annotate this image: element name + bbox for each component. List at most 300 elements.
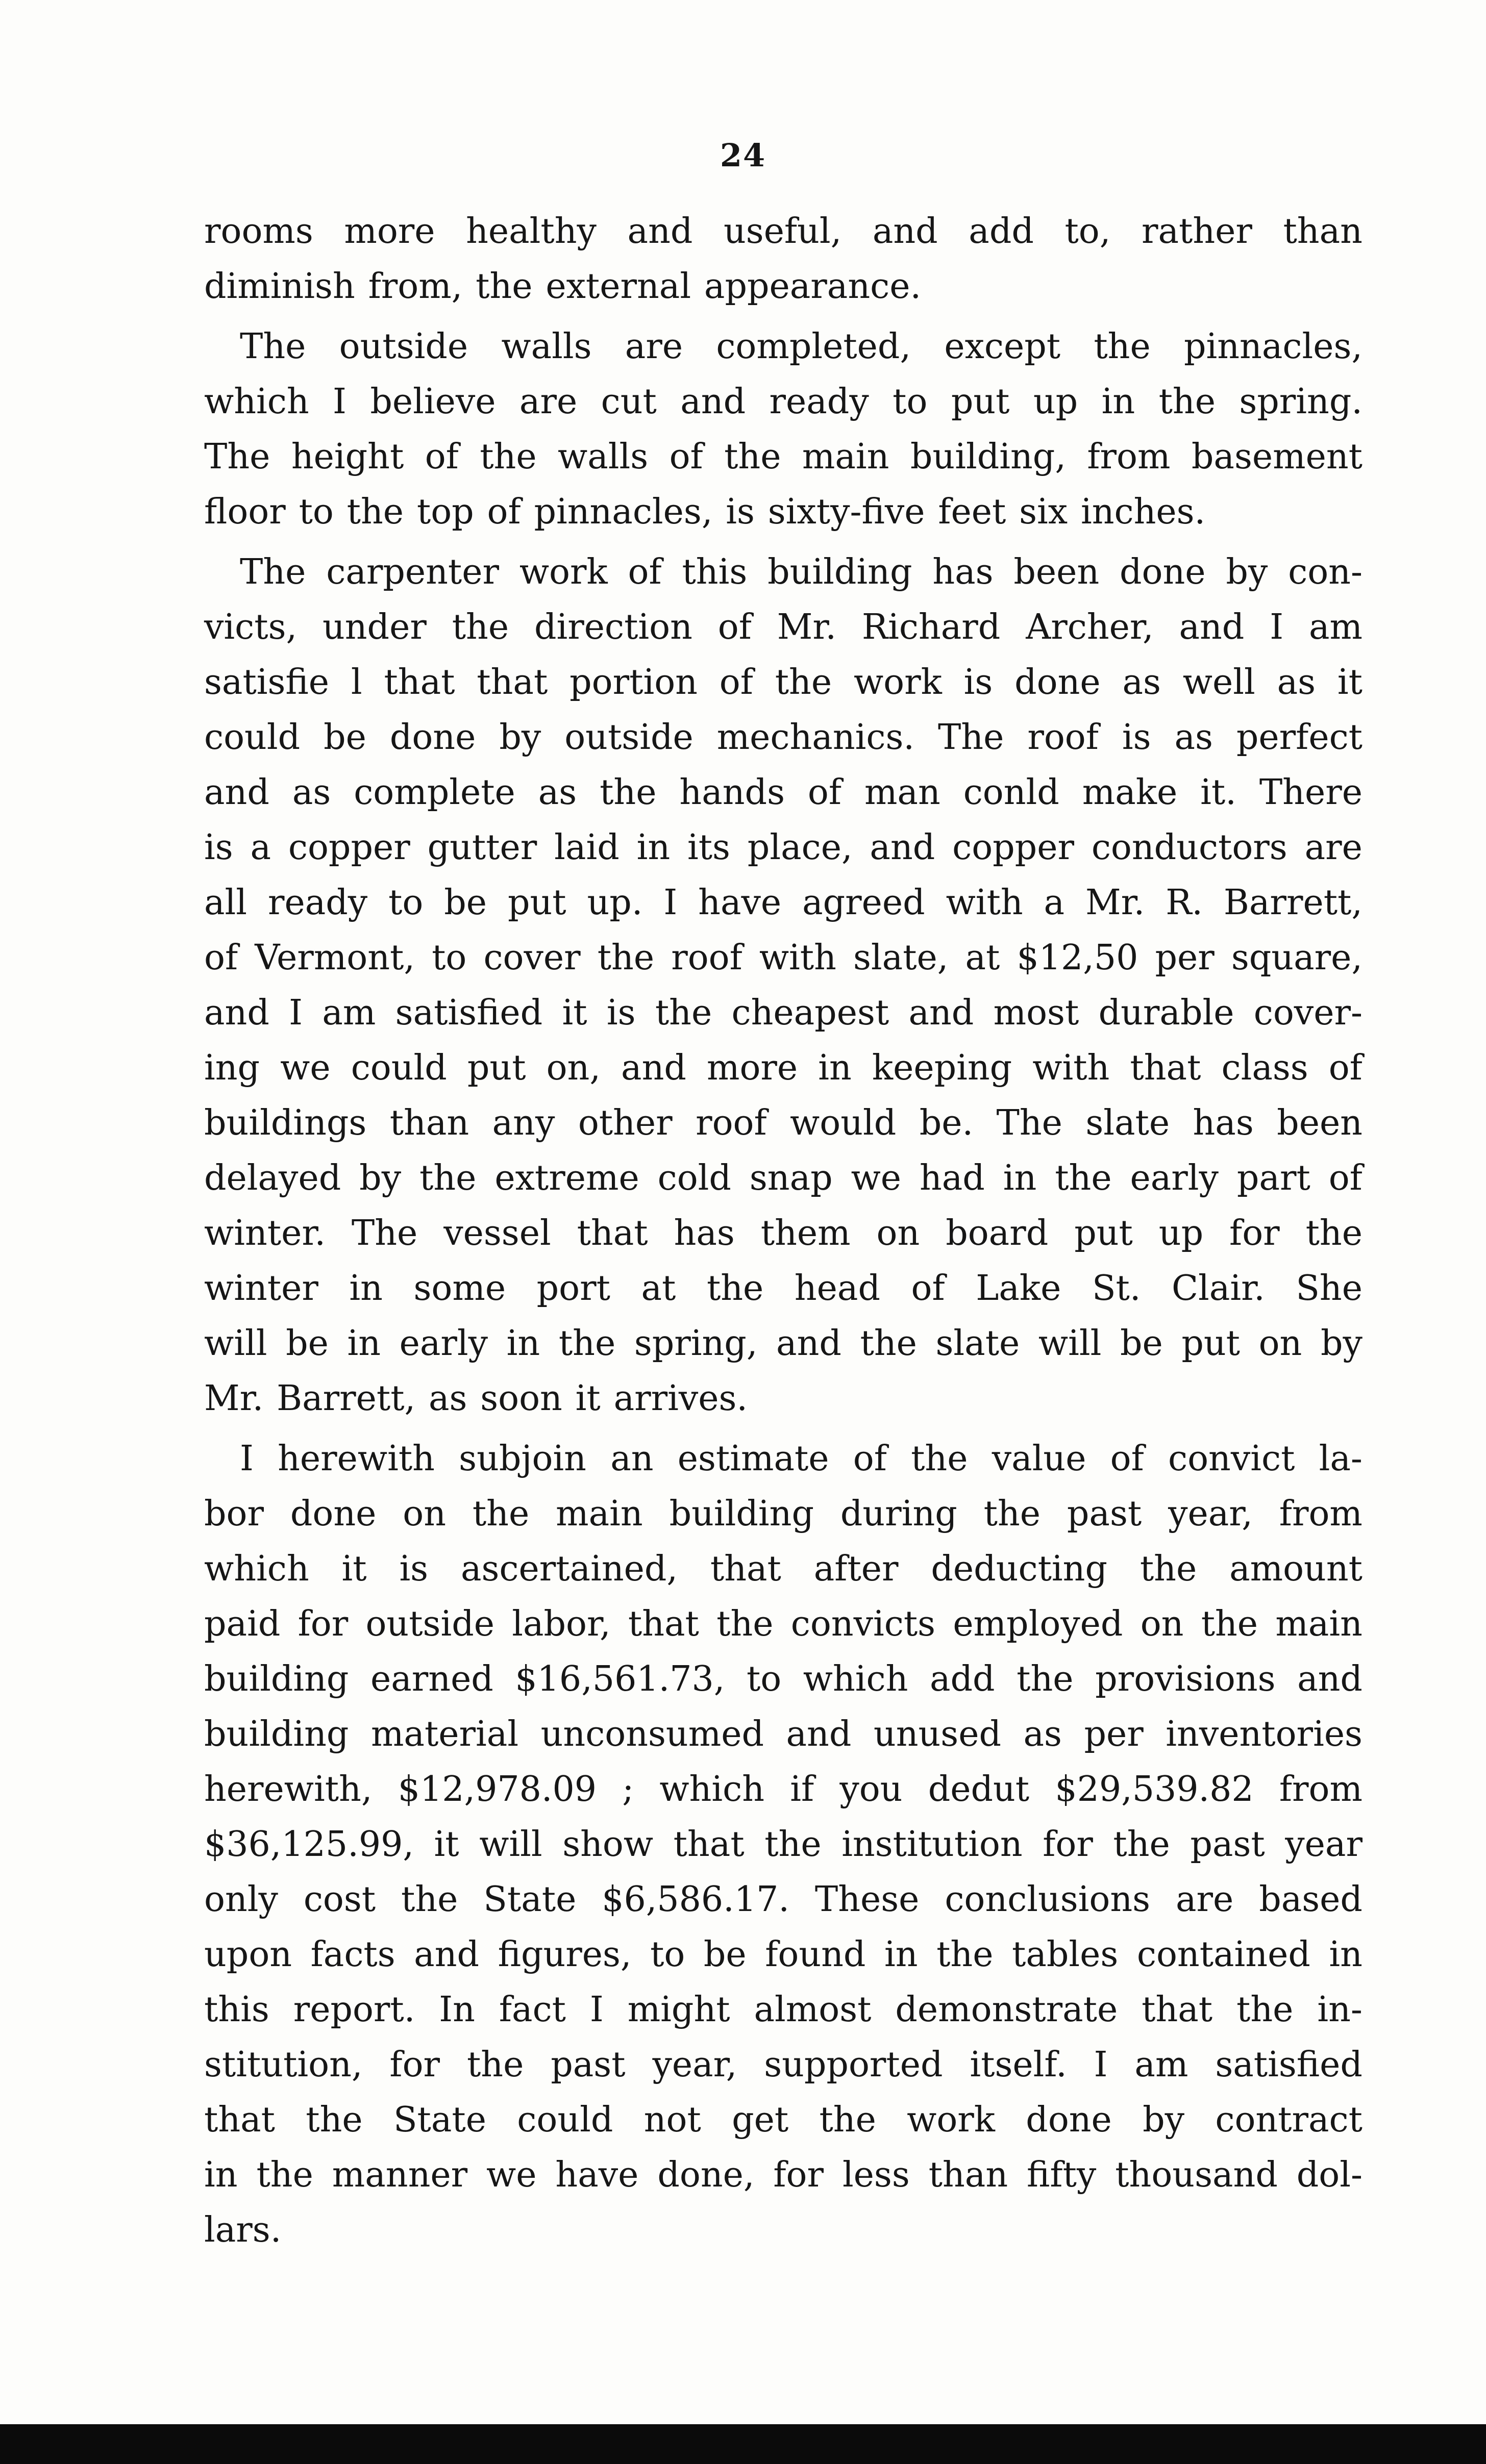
text-line [204,1261,1363,1316]
word: more [344,211,435,252]
word: the [775,662,832,702]
word: put [1074,1213,1133,1253]
paragraph [204,319,1363,540]
word: $6,586.17. [602,1879,789,1920]
text-line [204,2038,1363,2093]
word: conld [963,772,1059,813]
word: we [851,1158,902,1198]
word: at [641,1268,676,1309]
word: delayed [204,1158,341,1198]
word: main [1275,1604,1363,1644]
word: found [765,1934,866,1975]
word: of [1328,1158,1363,1198]
text-line [204,1206,1363,1261]
word: satisfied [395,993,543,1033]
word: in [636,827,671,868]
word: which [659,1769,764,1809]
text-line [204,204,1363,259]
word: to [388,883,424,923]
word: $36,125.99, [204,1824,414,1865]
text-line [204,2093,1363,2148]
word: paid [204,1604,281,1644]
word: roof [696,1103,767,1143]
word: of [807,772,842,813]
word: employed [953,1604,1123,1644]
word: except [944,326,1061,367]
word: These [814,1879,920,1920]
text-line [204,655,1363,710]
word: snap [749,1158,833,1198]
word: might [627,1990,730,2030]
paragraph [204,204,1363,314]
word: I [289,993,303,1033]
word: Clair. [1172,1268,1265,1309]
word: past [1067,1494,1142,1534]
word: the [936,1934,994,1975]
word: it [434,1824,459,1865]
word: early [1130,1158,1219,1198]
word: There [1259,772,1363,813]
word: I [1094,2045,1108,2085]
word: that [577,1213,648,1253]
text-line [204,765,1363,820]
word: main [556,1494,643,1534]
word: Mr. [204,1378,264,1419]
word: pinnacles, [1183,326,1363,367]
word: ready [267,883,368,923]
word: any [492,1103,555,1143]
word: winter [204,1268,318,1309]
word: believe [370,382,496,422]
word: six [1019,492,1068,532]
word: make [1082,772,1178,813]
word: early [399,1323,488,1364]
word: the [716,1604,774,1644]
word: floor [204,492,286,532]
word: all [204,883,247,923]
word: had [919,1158,985,1198]
word: the [600,772,657,813]
word: cost [303,1879,376,1920]
word: height [291,437,404,477]
word: la- [1319,1439,1363,1479]
word: done [1120,552,1206,592]
word: that [628,1604,699,1644]
word: The [204,437,270,477]
word: the [706,1268,764,1309]
word: outside [564,717,694,758]
word: top [416,492,474,532]
paragraph-gap [204,1426,1363,1431]
text-line [204,1652,1363,1707]
text-line [204,1762,1363,1817]
word: building [204,1659,349,1699]
word: $29,539.82 [1055,1769,1254,1809]
text-line [204,1487,1363,1542]
word: that [1130,1048,1201,1088]
word: direction [534,607,692,647]
word: as [1023,1714,1062,1754]
word: on [1258,1323,1302,1364]
word: in [1101,382,1135,422]
word: per [1084,1714,1144,1754]
word: mechanics. [716,717,914,758]
word: herewith, [204,1769,373,1809]
word: walls [558,437,649,477]
word: that [710,1549,781,1589]
word: it [1337,662,1363,702]
word: am [1308,607,1363,647]
word: external [546,266,691,307]
word: The [937,717,1004,758]
word: would [790,1103,897,1143]
word: contained [1136,1934,1310,1975]
word: material [370,1714,519,1754]
word: in [347,1323,381,1364]
word: ascertained, [460,1549,678,1589]
word: tables [1012,1934,1119,1975]
word: the [558,1323,616,1364]
word: ing [204,1048,260,1088]
word: complete [354,772,515,813]
text-line [204,710,1363,765]
body-text [204,204,1363,2258]
word: appearance. [704,266,922,307]
word: I [663,883,678,923]
text-line [204,259,1363,314]
word: copper [288,827,410,868]
word: useful, [724,211,842,252]
word: herewith [278,1439,435,1479]
word: is [726,492,755,532]
word: fact [499,1990,566,2030]
word: will [1038,1323,1102,1364]
text-line [204,600,1363,655]
word: with [1032,1048,1110,1088]
word: Richard [861,607,1001,647]
word: the [306,2100,363,2140]
word: keeping [872,1048,1012,1088]
word: healthy [466,211,597,252]
word: this [204,1990,269,2030]
word: convict [1168,1439,1295,1479]
word: them [760,1213,851,1253]
word: most [993,993,1079,1033]
word: than [389,1103,469,1143]
word: State [483,1879,577,1920]
word: labor, [512,1604,611,1644]
word: the [472,1494,530,1534]
text-line [204,1431,1363,1487]
word: am [322,993,376,1033]
word: unused [873,1714,1001,1754]
word: slate [1085,1103,1170,1143]
word: as [1174,717,1213,758]
word: for [773,2155,824,2195]
word: on [1140,1604,1184,1644]
word: rather [1141,211,1252,252]
word: of [717,607,752,647]
word: the [1140,1549,1197,1589]
word: with [946,883,1023,923]
word: of [425,437,459,477]
word: supported [764,2045,943,2085]
word: of [487,492,521,532]
word: laid [554,827,620,868]
word: we [280,1048,331,1088]
word: bor [204,1494,264,1534]
word: copper [952,827,1074,868]
word: it. [1200,772,1236,813]
word: which [803,1659,908,1699]
word: are [1304,827,1363,868]
word: be. [919,1103,974,1143]
word: other [578,1103,673,1143]
word: past [551,2045,626,2085]
word: year, [1168,1494,1253,1534]
word: from [1279,1769,1363,1809]
word: place, [747,827,853,868]
word: the [1305,1213,1363,1253]
paragraph-gap [204,314,1363,319]
word: done [1026,2100,1112,2140]
word: unconsumed [540,1714,764,1754]
text-line [204,1041,1363,1096]
word: basement [1191,437,1363,477]
word: in [1329,1934,1363,1975]
word: manner [332,2155,468,2195]
word: building [669,1494,814,1534]
word: square, [1231,938,1363,978]
word: it [341,1549,367,1589]
word: R. [1166,883,1203,923]
word: itself. [970,2045,1067,2085]
word: done, [657,2155,755,2195]
word: this [682,552,748,592]
word: spring, [634,1323,758,1364]
word: Barrett, [277,1378,416,1419]
word: upon [204,1934,292,1975]
word: are [625,326,683,367]
word: has [1193,1103,1254,1143]
word: by [1320,1323,1363,1364]
text-line [204,1316,1363,1371]
word: building [204,1714,349,1754]
word: as [1122,662,1161,702]
word: and [204,993,269,1033]
word: and [870,827,935,868]
word: to [650,1934,685,1975]
word: extreme [494,1158,639,1198]
word: in [506,1323,540,1364]
word: is [399,1549,429,1589]
word: in [818,1048,852,1088]
word: that [673,1824,745,1865]
word: the [476,266,533,307]
word: in- [1317,1990,1363,2030]
word: per [1155,938,1215,978]
word: figures, [498,1934,632,1975]
word: In [439,1990,475,2030]
word: been [1013,552,1100,592]
text-line [204,1982,1363,2038]
word: of [628,552,662,592]
word: and [680,382,746,422]
word: put [1181,1323,1240,1364]
word: been [1277,1103,1363,1143]
word: by [499,717,541,758]
word: cold [657,1158,731,1198]
word: that [477,662,548,702]
word: and [1179,607,1245,647]
word: roof [1027,717,1099,758]
word: is [1122,717,1151,758]
word: the [419,1158,477,1198]
word: I [240,1439,254,1479]
word: put [951,382,1010,422]
word: ; [622,1769,634,1809]
word: sixty-five [767,492,925,532]
word: contract [1215,2100,1363,2140]
word: feet [938,492,1006,532]
page-number: 24 [720,137,766,174]
text-line [204,545,1363,600]
word: at [965,938,1000,978]
word: year, [652,2045,737,2085]
word: The [240,552,306,592]
word: that [1142,1990,1213,2030]
word: done [389,717,476,758]
word: to [893,382,928,422]
word: up [1158,1213,1204,1253]
word: after [813,1549,899,1589]
word: part [1236,1158,1310,1198]
word: cut [601,382,657,422]
word: convicts [790,1604,936,1644]
word: inventories [1166,1714,1363,1754]
text-line [204,1151,1363,1206]
text-line [204,1817,1363,1872]
word: Archer, [1026,607,1154,647]
word: not [643,2100,701,2140]
word: done [290,1494,377,1534]
word: slate [935,1323,1020,1364]
word: perfect [1236,717,1363,758]
word: cover- [1253,993,1363,1033]
word: will [479,1824,542,1865]
text-line [204,485,1363,540]
word: vessel [443,1213,551,1253]
word: in [204,2155,238,2195]
text-line [204,875,1363,931]
word: victs, [204,607,298,647]
word: work [907,2100,995,2140]
text-line [204,931,1363,986]
word: the [452,607,509,647]
word: pinnacles, [534,492,713,532]
word: which [204,382,309,422]
word: it [562,993,587,1033]
word: durable [1098,993,1234,1033]
word: building, [910,437,1066,477]
word: Lake [976,1268,1061,1309]
word: main [802,437,889,477]
word: are [519,382,578,422]
word: be [703,1934,747,1975]
word: from, [368,266,463,307]
word: work [853,662,942,702]
word: St. [1092,1268,1141,1309]
word: outside [365,1604,494,1644]
word: the [401,1879,458,1920]
word: outside [339,326,468,367]
word: dol- [1296,2155,1363,2195]
text-line [204,1096,1363,1151]
word: as [538,772,577,813]
word: than [928,2155,1008,2195]
word: past [1190,1824,1265,1865]
word: the [1201,1604,1258,1644]
word: I [589,1990,604,2030]
word: inches. [1080,492,1206,532]
word: The [240,326,306,367]
text-line [204,1927,1363,1982]
text-line [204,430,1363,485]
word: the [597,938,655,978]
word: year [1285,1824,1363,1865]
word: deducting [931,1549,1107,1589]
word: winter. [204,1213,326,1253]
word: you [839,1769,903,1809]
word: based [1259,1879,1363,1920]
word: satisfied [1215,2045,1363,2085]
word: is [606,993,636,1033]
word: as [428,1378,467,1419]
word: earned [370,1659,493,1699]
word: I [1270,607,1284,647]
word: thousand [1115,2155,1278,2195]
text-line [204,1542,1363,1597]
word: of [204,938,238,978]
word: of [1328,1048,1363,1088]
word: and [1297,1659,1363,1699]
word: of [911,1268,945,1309]
word: the [1158,382,1216,422]
word: roof [671,938,742,978]
word: class [1221,1048,1308,1088]
word: of [1110,1439,1144,1479]
text-line [204,374,1363,430]
word: in [1003,1158,1037,1198]
word: as [292,772,331,813]
word: port [536,1268,610,1309]
text-line [204,986,1363,1041]
word: almost [754,1990,872,2030]
word: The [996,1103,1062,1143]
word: arrives. [613,1378,748,1419]
word: is [204,827,233,868]
word: the [860,1323,917,1364]
word: the [346,492,404,532]
word: the [911,1439,968,1479]
word: facts [310,1934,395,1975]
word: conclusions [945,1879,1151,1920]
word: the [1094,326,1151,367]
word: than [1283,211,1363,252]
word: has [932,552,994,592]
word: lars. [204,2210,282,2250]
word: estimate [677,1439,829,1479]
